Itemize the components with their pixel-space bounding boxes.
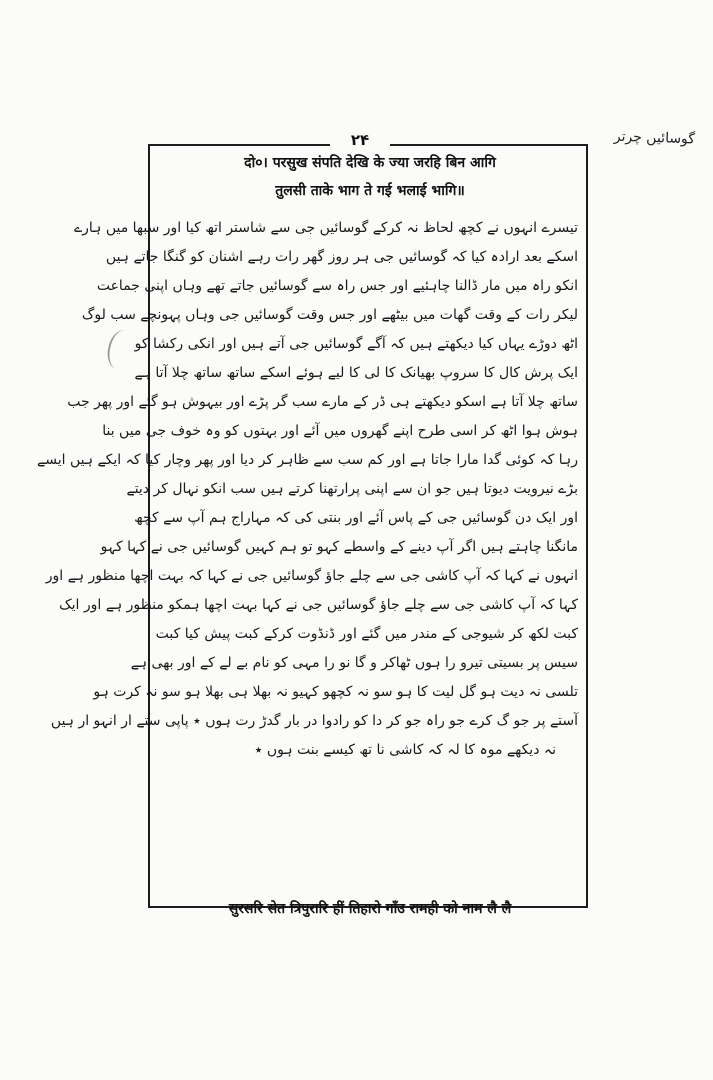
- body-line: اٹھ دوڑے یہاں کیا دیکھتے ہیں کہ آگے گوسائیں جی آتے ہیں اور انکی رکشا کو: [134, 336, 578, 352]
- body-line: ساتھ چلا آتا ہے اسکو دیکھتے ہی ڈر کے مارے سب گر پڑے اور بیہوش ہو گئے اور پھر جب: [67, 394, 578, 410]
- verse-line: تلسی نہ دیت ہو گل لیت کا ہو سو نہ کچھو کہیو نہ بھلا ہی بھلا ہو سو نہ کرت ہو: [93, 684, 578, 700]
- body-line: انکو راہ میں مار ڈالنا چاہئیے اور جس راہ سے گوسائیں جاتے تھے وہاں اپنی جماعت: [96, 278, 578, 294]
- body-line: ایک پرش کال کا سروپ بھیانک کا لی کا لیے ہوئے اسکے ساتھ ساتھ چلا آتا ہے: [134, 365, 578, 381]
- body-line: مانگنا چاہتے ہیں اگر آپ دینے کے واسطے کہو تو ہم کہیں گوسائیں جی نے کہا کہو: [100, 539, 578, 555]
- verse-line: نہ دیکھے موہ کا لہ کہ کاشی نا تھ کیسے بنت ہوں ٭: [254, 742, 556, 758]
- body-line: ہوش ہوا اٹھ کر اسی طرح اپنے گھروں میں آئے اور بہتوں کو وہ خوف جی میں بنا: [102, 423, 578, 439]
- doha-line-2: तुलसी ताके भाग ते गई भलाई भागि॥: [275, 183, 465, 199]
- body-line: رہا کہ کوئی گدا مارا جاتا ہے اور کم سب سے ظاہر کر دیا اور پھر وچار کیا کہ ایکے ہیں ایسے: [37, 452, 578, 468]
- corner-header-note: گوسائیں چرتر: [613, 128, 696, 148]
- body-line: اسکے بعد ارادہ کیا کہ گوسائیں جی ہر روز گھر رات رہے اشنان کو گنگا جاتے ہیں: [105, 249, 578, 265]
- body-line: کہا کہ آپ کاشی جی سے چلے جاؤ گوسائیں جی نے کہا بہت اچھا ہمکو منظور ہے اور ایک: [59, 597, 578, 613]
- body-line: انہوں نے کہا کہ آپ کاشی جی سے چلے جاؤ گوسائیں جی نے کہا کہ بہت اچھا منظور ہے اور: [45, 568, 578, 584]
- doha-line-1: दो०। परसुख संपति देखि के ज्या जरहि बिन आगि: [244, 155, 496, 171]
- verse-line: سیس پر بسیتی تیرو را ہوں ٹھاکر و گا نو را مہی کو نام بے لے کے اور بھی ہے: [130, 655, 578, 671]
- body-line: تیسرے انہوں نے کچھ لحاظ نہ کرکے گوسائیں جی سے شاستر اتھ کیا اور سبھا میں ہارے: [73, 220, 578, 236]
- body-text: [37, 214, 578, 874]
- page-number: ۲۴: [330, 131, 390, 149]
- body-line: کبت لکھ کر شیوجی کے مندر میں گئے اور ڈنڈوت کرکے کبت پیش کیا کبت: [155, 626, 578, 642]
- body-line: اور ایک دن گوسائیں جی کے پاس آئے اور بنتی کی کہ مہاراج ہم آپ سے کچھ: [134, 510, 578, 526]
- footer-verse-line: सुरसरि सेत त्रिपुरारि हीं तिहारो गाँउ रामही को नाम लै लै: [228, 901, 512, 917]
- body-line: لیکر رات کے وقت گھات میں بیٹھے اور جس وقت گوسائیں جی وہاں پہونچے سب لوگ: [81, 307, 578, 323]
- margin-ink-mark: [104, 328, 138, 373]
- body-line: بڑے نیرویت دیوتا ہیں جو ان سے اپنی پرارتھنا کرتے ہیں سب انکو نہال کر دیتے: [126, 481, 578, 497]
- verse-line: آستے پر جو گ کرے جو راہ جو کر دا کو رادوا در بار گدڑ رت ہوں ٭ پاپی ستے ار انہو ار ہیں: [50, 713, 578, 729]
